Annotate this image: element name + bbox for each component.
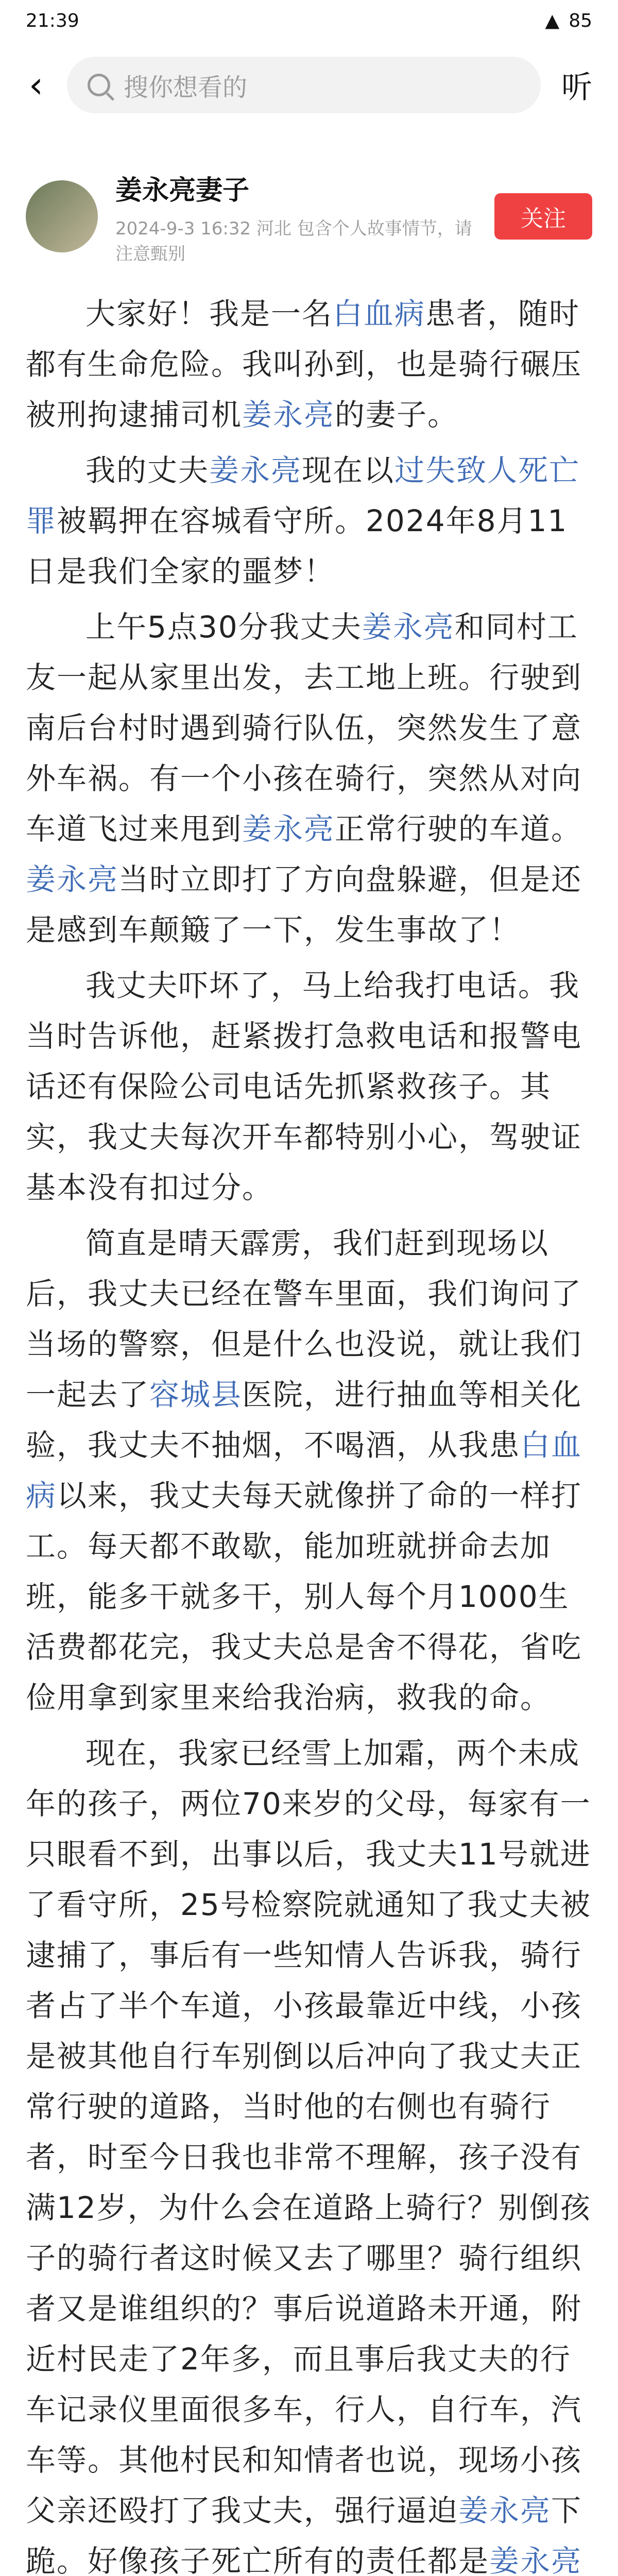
link-text[interactable]: 白血病 (26, 1428, 582, 1513)
status-time: 21:39 (26, 10, 79, 31)
status-bar (0, 0, 618, 41)
post-date-location: 2024-9-3 16:32 河北 (115, 218, 291, 239)
author-info (115, 214, 477, 265)
paragraph-3: 上午5点30分我丈夫姜永亮和同村工友一起从家里出发，去工地上班。行驶到南后台村时遇到骑行队伍，突然发生了意外车祸。有一个小孩在骑行，突然从对向车道飞过来甩到姜永亮正常行驶的车道。姜永亮当时立即打了方向盘躲避，但是还是感到车颠簸了一下，发生事故了！ (26, 609, 582, 947)
battery-level: 85 (569, 10, 592, 31)
link-text[interactable]: 白血病 (333, 296, 426, 331)
status-icons (545, 10, 593, 31)
author-row (0, 165, 618, 268)
link-text[interactable]: 姜永亮 (242, 811, 335, 846)
link-text[interactable]: 姜永亮 (242, 397, 335, 432)
author-meta (115, 168, 477, 265)
author-name[interactable]: 姜永亮妻子 (115, 175, 250, 206)
link-text[interactable]: 姜永亮 (489, 2544, 582, 2576)
paragraph-5: 简直是晴天霹雳，我们赶到现场以后，我丈夫已经在警车里面，我们询问了当场的警察，但是什么也没说，就让我们一起去了容城县医院，进行抽血等相关化验，我丈夫不抽烟，不喝酒，从我患白血病以来，我丈夫每天就像拼了命的一样打工。每天都不敢歇，能加班就拼命去加班，能多干就多干，别人每个月1000生活费都花完，我丈夫总是舍不得花，省吃俭用拿到家里来给我治病，救我的命。 (26, 1226, 582, 1715)
back-icon[interactable]: ‹ (29, 64, 43, 106)
paragraph-1: 大家好！我是一名白血病患者，随时都有生命危险。我叫孙到，也是骑行碾压被刑拘逮捕司机姜永亮的妻子。 (26, 296, 582, 432)
link-text[interactable]: 姜永亮 (458, 2493, 552, 2528)
search-box[interactable] (67, 57, 541, 113)
listen-button[interactable]: 听 (561, 70, 592, 106)
article-body (26, 289, 592, 2576)
link-text[interactable]: 姜永亮 (362, 609, 455, 645)
paragraph-4: 我丈夫吓坏了，马上给我打电话。我当时告诉他，赶紧拨打急救电话和报警电话还有保险公司电话先抓紧救孩子。其实，我丈夫每次开车都特别小心，驾驶证基本没有扣过分。 (26, 968, 582, 1205)
search-icon (88, 74, 110, 96)
link-text[interactable]: 姜永亮 (209, 453, 302, 488)
avatar[interactable] (26, 180, 98, 252)
follow-button[interactable]: 关注 (494, 193, 592, 240)
search-placeholder: 搜你想看的 (124, 73, 248, 102)
link-text[interactable]: 容城县 (149, 1377, 243, 1412)
top-bar (0, 46, 618, 124)
link-text[interactable]: 过失致人死亡罪 (26, 453, 580, 538)
paragraph-2: 我的丈夫姜永亮现在以过失致人死亡罪被羁押在容城看守所。2024年8月11日是我们全家的噩梦！ (26, 453, 580, 589)
paragraph-6: 现在，我家已经雪上加霜，两个未成年的孩子，两位70来岁的父母，每家有一只眼看不到，出事以后，我丈夫11号就进了看守所，25号检察院就通知了我丈夫被逮捕了，事后有一些知情人告诉我，骑行者占了半个车道，小孩最靠近中线，小孩是被其他自行车别倒以后冲向了我丈夫正常行驶的道路，当时他的右侧也有骑行者，时至今日我也非常不理解，孩子没有满12岁，为什么会在道路上骑行？别倒孩子的骑行者这时候又去了哪里？骑行组织者又是谁组织的？事后说道路未开通，附近村民走了2年多，而且事后我丈夫的行车记录仪里面很多车，行人，自行车，汽车等。其他村民和知情者也说，现场小孩父亲还殴打了我丈夫，强行逼迫姜永亮下跪。好像孩子死亡所有的责任都是姜永亮 (26, 1728, 592, 2576)
wifi-icon: ▲ (545, 10, 560, 31)
link-text[interactable]: 姜永亮 (26, 862, 119, 897)
content-notice: 包含个人故事情节，请注意甄别 (115, 218, 472, 264)
